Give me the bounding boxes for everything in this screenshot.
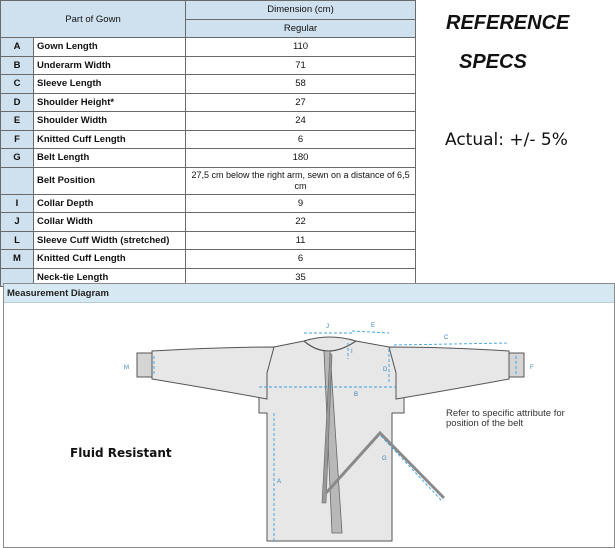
label-m: M: [124, 365, 129, 371]
table-row: [1, 75, 416, 94]
table-row: [1, 56, 416, 75]
row-part: Knitted Cuff Length: [34, 250, 186, 269]
table-row: [1, 194, 416, 213]
table-row: [1, 93, 416, 112]
row-value: 27: [186, 93, 416, 112]
row-part: Sleeve Cuff Width (stretched): [34, 231, 186, 250]
specs-title: SPECS: [459, 51, 527, 73]
row-value: 24: [186, 112, 416, 131]
label-e: E: [371, 323, 376, 329]
row-letter: F: [1, 130, 34, 149]
label-b: B: [354, 392, 359, 398]
fluid-resistant-label: Fluid Resistant: [70, 446, 172, 460]
diagram-header: Measurement Diagram: [4, 284, 614, 303]
row-value: 27,5 cm below the right arm, sewn on a distance of 6,5 cm: [186, 167, 416, 194]
row-letter: A: [1, 38, 34, 57]
row-part: Belt Position: [34, 167, 186, 194]
spec-table: [0, 0, 416, 287]
row-letter: M: [1, 250, 34, 269]
table-row: [1, 167, 416, 194]
row-letter: E: [1, 112, 34, 131]
row-part: Shoulder Width: [34, 112, 186, 131]
label-i: I: [351, 349, 353, 355]
table-row: [1, 112, 416, 131]
left-cuff: [137, 353, 152, 377]
row-value: 6: [186, 130, 416, 149]
table-row: [1, 213, 416, 232]
row-value: 180: [186, 149, 416, 168]
table-header-row: [1, 1, 416, 20]
row-letter: J: [1, 213, 34, 232]
row-part: Neck-tie Length: [34, 268, 186, 287]
left-sleeve: [152, 347, 274, 399]
row-letter: [1, 167, 34, 194]
label-a: A: [277, 479, 282, 485]
row-letter: D: [1, 93, 34, 112]
row-part: Sleeve Length: [34, 75, 186, 94]
header-dimension: Dimension (cm): [186, 1, 416, 20]
row-value: 58: [186, 75, 416, 94]
row-letter: I: [1, 194, 34, 213]
table-row: [1, 130, 416, 149]
header-part-of-gown: Part of Gown: [1, 1, 186, 38]
label-f: F: [530, 365, 534, 371]
row-part: Gown Length: [34, 38, 186, 57]
row-value: 11: [186, 231, 416, 250]
row-letter: B: [1, 56, 34, 75]
row-letter: G: [1, 149, 34, 168]
row-part: Underarm Width: [34, 56, 186, 75]
spec-body: [1, 38, 416, 287]
table-row: [1, 149, 416, 168]
row-value: 110: [186, 38, 416, 57]
row-letter: C: [1, 75, 34, 94]
row-part: Knitted Cuff Length: [34, 130, 186, 149]
reference-title: REFERENCE: [446, 12, 570, 34]
row-letter: L: [1, 231, 34, 250]
label-d: D: [383, 367, 388, 373]
row-part: Belt Length: [34, 149, 186, 168]
label-c: C: [444, 335, 449, 341]
belt-note: Refer to specific attribute for position of the belt: [446, 408, 565, 429]
label-j: J: [326, 324, 329, 330]
right-cuff: [509, 353, 524, 377]
table-row: [1, 250, 416, 269]
label-g: G: [382, 456, 387, 462]
right-sleeve: [389, 347, 509, 399]
row-value: 6: [186, 250, 416, 269]
table-row: [1, 38, 416, 57]
row-part: Shoulder Height*: [34, 93, 186, 112]
table-row: [1, 231, 416, 250]
row-part: Collar Width: [34, 213, 186, 232]
row-part: Collar Depth: [34, 194, 186, 213]
tolerance-note: Actual: +/- 5%: [445, 130, 568, 150]
row-value: 71: [186, 56, 416, 75]
header-size-regular: Regular: [186, 19, 416, 38]
row-value: 9: [186, 194, 416, 213]
row-value: 22: [186, 213, 416, 232]
row-value: 35: [186, 268, 416, 287]
